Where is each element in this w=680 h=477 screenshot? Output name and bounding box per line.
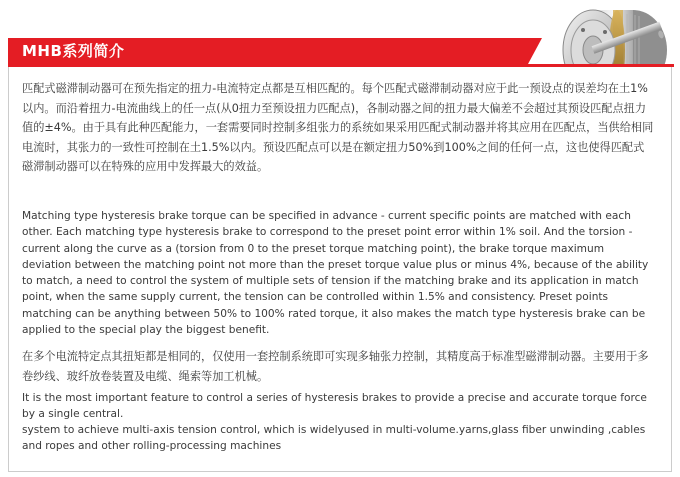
section-header-bar bbox=[8, 38, 528, 64]
intro-paragraph-english: Matching type hysteresis brake torque can be specified in advance - current specific points are matched with each other. Each matching type hysteresis brake to correspond to the preset point error within 1% soil. And the torsion - current along the curve as a (torsion from 0 to the preset torque matching point), the brake torque maximum deviation between the matching point not more than the preset torque value plus or minus 4%, because of the ability to match, a need to control the system of multiple sets of tension if the matching brake and its application in match point, when the same supply current, the tension can be controlled within 1.5% and consistency. Preset points matching can be anything between 50% to 100% rated torque, it also makes the match type hysteresis brake can be applied to the special play the biggest benefit. bbox=[22, 210, 649, 337]
feature-paragraph-english: It is the most important feature to control a series of hysteresis brakes to provide a precise and accurate torque force by a single central. bbox=[22, 392, 647, 421]
feature-paragraph-chinese: 在多个电流特定点其扭矩都是相同的，仅使用一套控制系统即可实现多轴张力控制，其精度高于标准型磁滞制动器。主要用于多卷纱线、玻纤放卷装置及电缆、绳索等加工机械。 bbox=[22, 350, 649, 383]
intro-paragraph-chinese: 匹配式磁滞制动器可在预先指定的扭力-电流特定点都是互相匹配的。每个匹配式磁滞制动器对应于此一预设点的误差均在土1%以内。而沿着扭力-电流曲线上的任一点(从0扭力至预设扭力匹配点)，各制动器之间的扭力最大偏差不会超过其预设匹配点扭力值的±4%。由于具有此种匹配能力，一套需要同时控制多组张力的系统如果采用匹配式制动器并将其应用在匹配点，当供给相同电流时，其张力的一致性可控制在土1.5%以内。预设匹配点可以是在额定扭力50%到100%之间的任何一点，这也使得匹配式磁滞制动器可以在特殊的应用中发挥最大的效益。 bbox=[22, 82, 654, 173]
application-paragraph-english: system to achieve multi-axis tension control, which is widelyused in multi-volume.yarns,glass fiber unwinding ,cables and ropes and other rolling-processing machines bbox=[22, 424, 646, 453]
section-title: MHB系列简介 bbox=[22, 42, 125, 60]
